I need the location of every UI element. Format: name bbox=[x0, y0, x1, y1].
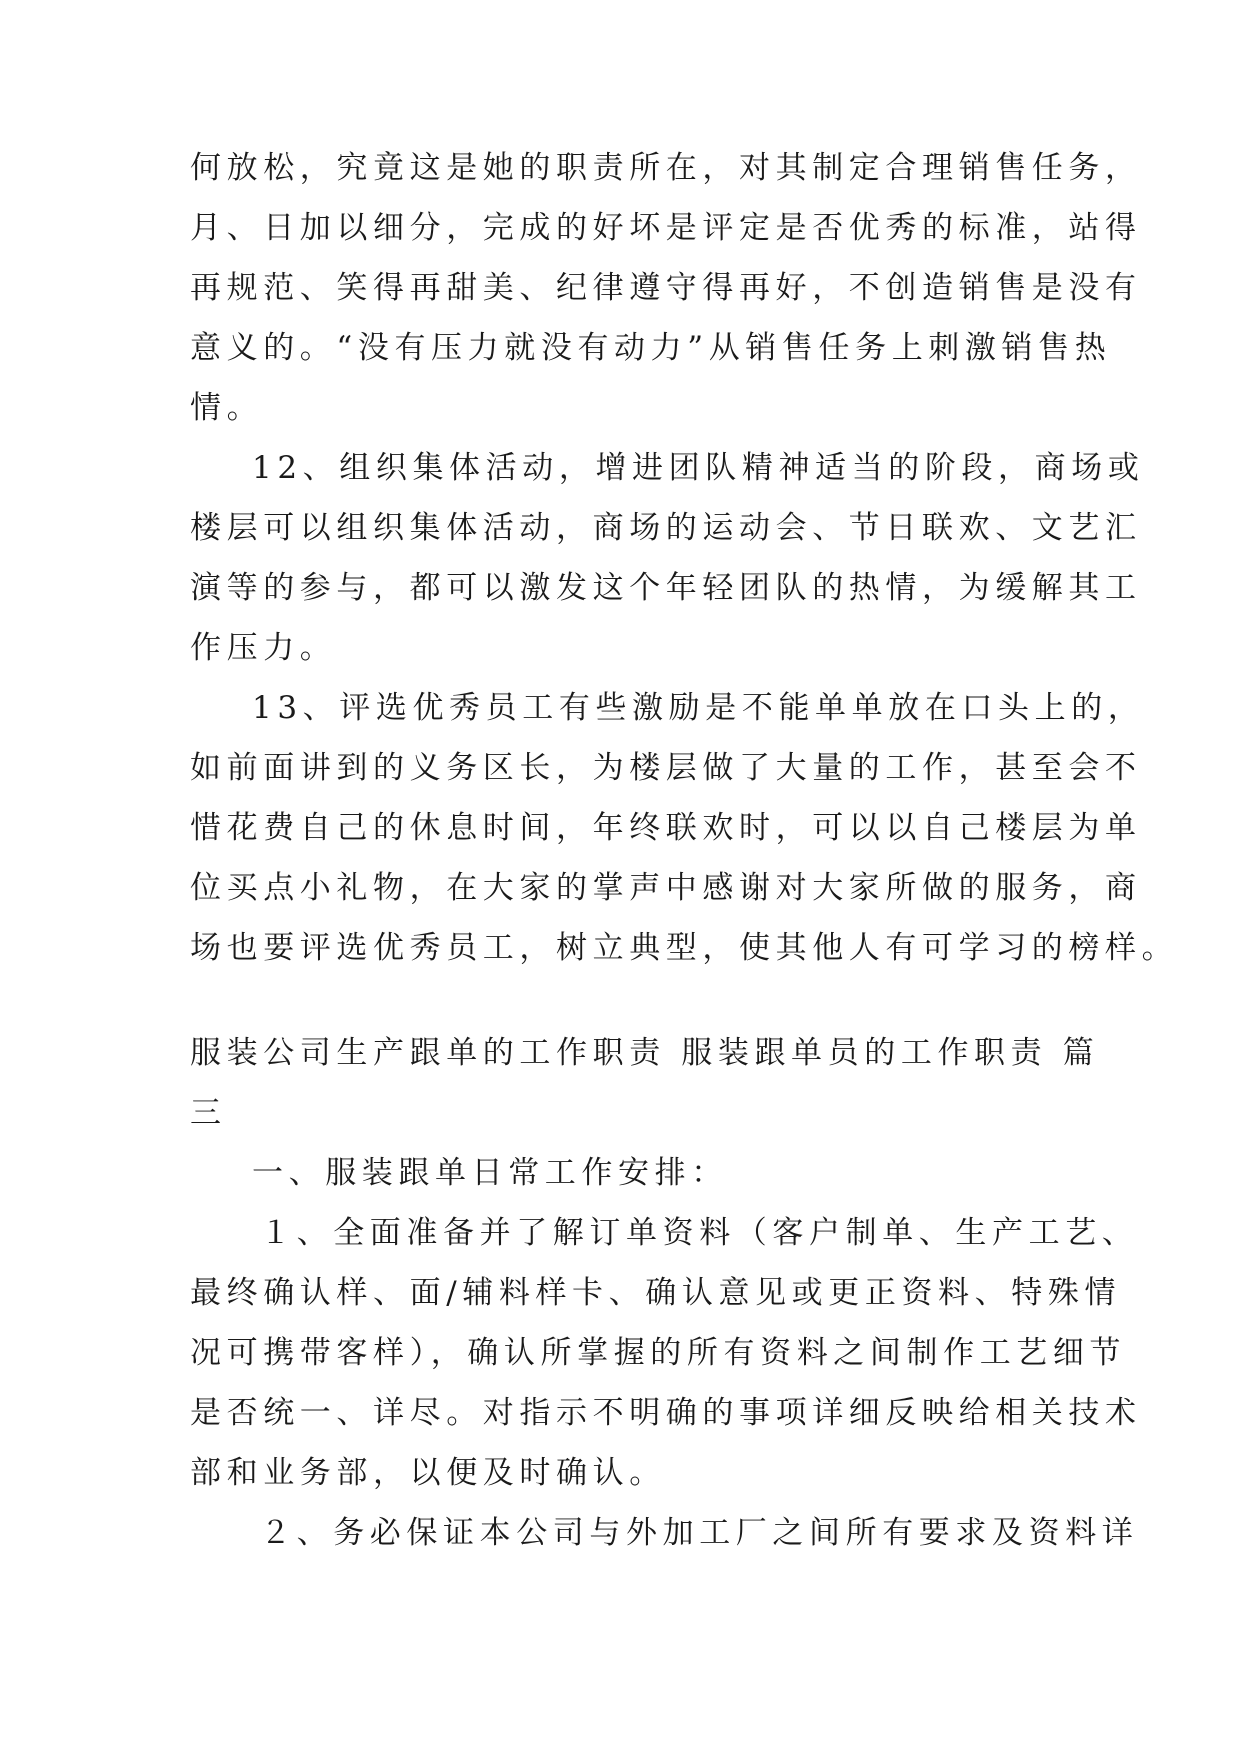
text-line: 情。 bbox=[190, 390, 264, 426]
paragraph-12-start: 12、组织集体活动，增进团队精神适当的阶段，商场或 bbox=[252, 450, 1145, 486]
paragraph-13-start: 13、评选优秀员工有些激励是不能单单放在口头上的， bbox=[252, 690, 1145, 726]
text-line: 意义的。“没有压力就没有动力”从销售任务上刺激销售热 bbox=[190, 330, 1112, 366]
item-2-start: ２、务必保证本公司与外加工厂之间所有要求及资料详 bbox=[260, 1515, 1139, 1551]
text-line: 况可携带客样），确认所掌握的所有资料之间制作工艺细节 bbox=[190, 1335, 1127, 1371]
item-1-start: １、全面准备并了解订单资料（客户制单、生产工艺、 bbox=[260, 1215, 1139, 1251]
text-line: 最终确认样、面/辅料样卡、确认意见或更正资料、特殊情 bbox=[190, 1275, 1122, 1311]
text-line: 惜花费自己的休息时间，年终联欢时，可以以自己楼层为单 bbox=[190, 810, 1142, 846]
text-line: 何放松，究竟这是她的职责所在，对其制定合理销售任务， bbox=[190, 150, 1142, 186]
section-heading: 服装公司生产跟单的工作职责 服装跟单员的工作职责 篇 bbox=[190, 1035, 1100, 1071]
text-line: 部和业务部，以便及时确认。 bbox=[190, 1455, 666, 1491]
text-line: 月、日加以细分，完成的好坏是评定是否优秀的标准，站得 bbox=[190, 210, 1142, 246]
text-line: 作压力。 bbox=[190, 630, 337, 666]
text-line: 场也要评选优秀员工，树立典型，使其他人有可学习的榜样。 bbox=[190, 930, 1179, 966]
section-heading-continued: 三 bbox=[190, 1095, 227, 1131]
text-line: 是否统一、详尽。对指示不明确的事项详细反映给相关技术 bbox=[190, 1395, 1142, 1431]
text-line: 楼层可以组织集体活动，商场的运动会、节日联欢、文艺汇 bbox=[190, 510, 1142, 546]
text-line: 如前面讲到的义务区长，为楼层做了大量的工作，甚至会不 bbox=[190, 750, 1142, 786]
subsection-heading: 一、服装跟单日常工作安排： bbox=[252, 1155, 728, 1191]
text-line: 位买点小礼物，在大家的掌声中感谢对大家所做的服务，商 bbox=[190, 870, 1142, 906]
text-line: 再规范、笑得再甜美、纪律遵守得再好，不创造销售是没有 bbox=[190, 270, 1142, 306]
text-line: 演等的参与，都可以激发这个年轻团队的热情，为缓解其工 bbox=[190, 570, 1142, 606]
